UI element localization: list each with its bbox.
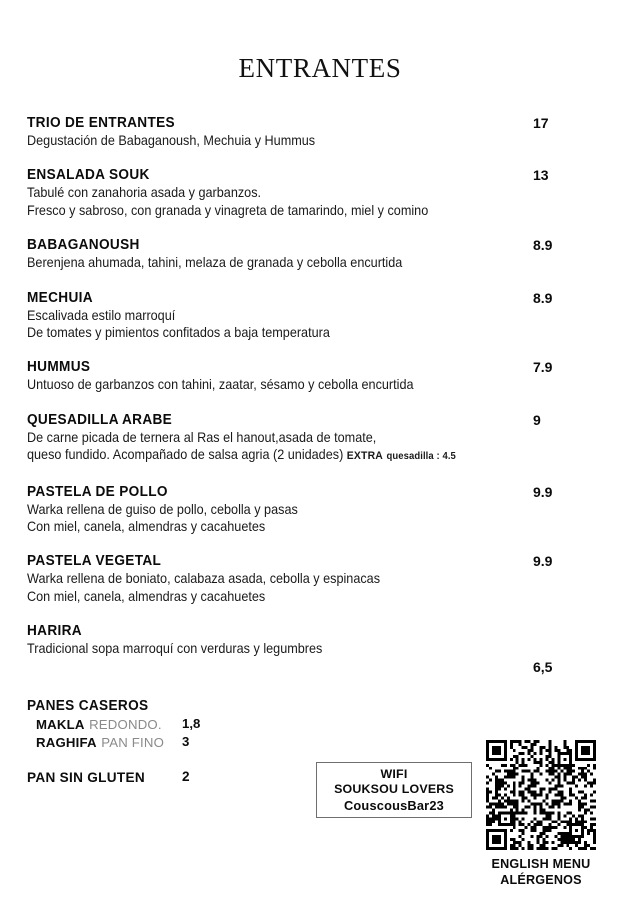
menu-item-description: Fresco y sabroso, con granada y vinagreta de tamarindo, miel y comino xyxy=(27,202,429,218)
bread-price: 3 xyxy=(182,734,190,749)
menu-item-name: MECHUIA xyxy=(27,289,93,306)
menu-item-name: BABAGANOUSH xyxy=(27,237,140,254)
bread-row xyxy=(27,716,327,732)
menu-item-description: Escalivada estilo marroquí xyxy=(27,307,176,323)
wifi-password: CouscousBar23 xyxy=(343,797,445,813)
menu-item-description: Con miel, canela, almendras y cacahuetes xyxy=(27,588,266,604)
menu-item xyxy=(27,623,613,676)
menu-item-description: Untuoso de garbanzos con tahini, zaatar, sésamo y cebolla encurtida xyxy=(27,377,414,393)
menu-item-name: HARIRA xyxy=(27,623,82,640)
menu-item-description: Tabulé con zanahoria asada y garbanzos. xyxy=(27,185,262,201)
menu-item-price: 9.9 xyxy=(533,553,553,570)
menu-item-extra-detail: quesadilla : 4.5 xyxy=(386,451,456,463)
menu-item-description: De carne picada de ternera al Ras el hanout,asada de tomate, xyxy=(27,429,377,445)
menu-item xyxy=(27,553,613,605)
bread-subtitle: REDONDO. xyxy=(89,717,162,732)
menu-item xyxy=(27,237,613,271)
menu-item-name: QUESADILLA ARABE xyxy=(27,411,173,428)
menu-item-description xyxy=(27,446,572,465)
menu-item-description: De tomates y pimientos confitados a baja temperatura xyxy=(27,325,330,341)
menu-item-price: 17 xyxy=(533,115,549,131)
bread-price: 1,8 xyxy=(182,716,201,731)
breads-section-title: PANES CASEROS xyxy=(27,698,149,714)
menu-item xyxy=(27,412,613,466)
qr-code-icon[interactable] xyxy=(486,740,596,850)
menu-item xyxy=(27,167,613,219)
menu-item-description: Berenjena ahumada, tahini, melaza de granada y cebolla encurtida xyxy=(27,255,403,271)
menu-item xyxy=(27,115,613,149)
menu-item-name: PASTELA DE POLLO xyxy=(27,483,168,500)
menu-item-price: 7.9 xyxy=(533,359,553,376)
menu-item xyxy=(27,359,613,393)
qr-code-canvas[interactable] xyxy=(486,740,596,850)
bread-name: RAGHIFA xyxy=(36,735,97,750)
menu-item-extra-label: EXTRA xyxy=(346,450,383,463)
bread-row-gluten xyxy=(27,769,327,785)
bread-name-gluten: PAN SIN GLUTEN xyxy=(27,770,145,785)
page-title: ENTRANTES xyxy=(238,53,402,83)
menu-item-description: Tradicional sopa marroquí con verduras y legumbres xyxy=(27,641,323,657)
menu-item-description: Warka rellena de guiso de pollo, cebolla y pasas xyxy=(27,501,298,517)
bread-price-gluten: 2 xyxy=(182,769,190,784)
menu-item-price: 8.9 xyxy=(533,237,553,254)
menu-item-name: TRIO DE ENTRANTES xyxy=(27,115,175,131)
wifi-ssid: SOUKSOU LOVERS xyxy=(334,782,454,797)
menu-item-price: 13 xyxy=(533,167,549,184)
menu-item-name: ENSALADA SOUK xyxy=(27,167,150,184)
bread-row xyxy=(27,734,327,750)
qr-caption-line-1: ENGLISH MENU xyxy=(491,857,591,871)
menu-item-description: Degustación de Babaganoush, Mechuia y Hummus xyxy=(27,133,316,148)
bread-subtitle: PAN FINO xyxy=(101,735,165,750)
menu-item-price: 6,5 xyxy=(533,659,553,676)
menu-item-description: Warka rellena de boniato, calabaza asada, cebolla y espinacas xyxy=(27,571,381,587)
menu-item-description: Con miel, canela, almendras y cacahuetes xyxy=(27,519,266,535)
breads-section xyxy=(27,698,327,785)
menu-items-list xyxy=(27,115,613,676)
menu-item xyxy=(27,484,613,536)
menu-item-price: 9.9 xyxy=(533,483,553,500)
qr-caption-line-2: ALÉRGENOS xyxy=(500,872,582,887)
bread-name: MAKLA xyxy=(36,717,85,732)
menu-item-description-text: queso fundido. Acompañado de salsa agria (2 unidades) xyxy=(27,447,347,463)
menu-item xyxy=(27,290,613,342)
wifi-label: WIFI xyxy=(380,766,408,781)
menu-item-name: PASTELA VEGETAL xyxy=(27,553,162,570)
menu-item-name: HUMMUS xyxy=(27,359,91,376)
bread-rows xyxy=(27,716,327,750)
menu-item-price: 9 xyxy=(533,411,541,428)
wifi-info-box xyxy=(316,762,472,818)
menu-item-price: 8.9 xyxy=(533,289,553,306)
qr-caption xyxy=(456,857,626,888)
